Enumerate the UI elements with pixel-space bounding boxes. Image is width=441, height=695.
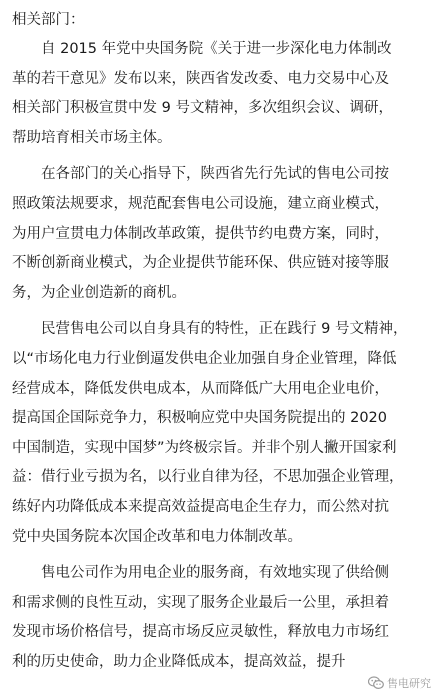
paragraph-line: 提高国企国际竞争力，积极响应党中央国务院提出的 2020 — [12, 410, 388, 427]
paragraph-line: 帮助培育相关市场主体。 — [12, 129, 172, 146]
paragraph-line: 相关部门积极宣贯中发 9 号文精神，多次组织会议、调研， — [12, 100, 393, 117]
paragraph-line: 民营售电公司以自身具有的特性，正在践行 9 号文精神， — [41, 321, 408, 338]
paragraph-line: 售电公司作为用电企业的服务商，有效地实现了供给侧 — [41, 565, 389, 582]
paragraph-line: 经营成本，降低发供电成本，从而降低广大用电企业电价， — [12, 380, 389, 397]
paragraph-line: 不断创新商业模式，为企业提供节能环保、供应链对接等服 — [12, 255, 389, 272]
paragraph-4 — [12, 559, 433, 677]
paragraph-line: 练好内功降低成本来提高效益提高电企生存力，而公然对抗 — [12, 498, 389, 515]
paragraph-line: 务，为企业创造新的商机。 — [12, 284, 186, 301]
paragraph-line: 在各部门的关心指导下，陕西省先行先试的售电公司按 — [41, 166, 389, 183]
paragraph-line: 中国制造，实现中国梦”为终极宗旨。并非个别人撇开国家利 — [12, 439, 397, 456]
paragraph-line: 为用户宣贯电力体制改革政策，提供节约电费方案，同时， — [12, 225, 389, 242]
paragraph-1 — [12, 35, 433, 153]
paragraph-line: 和需求侧的良性互动，实现了服务企业最后一公里，承担着 — [12, 594, 389, 611]
paragraph-line: 自 2015 年党中央国务院《关于进一步深化电力体制改 — [41, 41, 392, 57]
paragraph-2 — [12, 160, 433, 308]
paragraph-line: 以“市场化电力行业倒逼发供电企业加强自身企业管理，降低 — [12, 350, 397, 367]
watermark-text: 售电研究 — [387, 677, 431, 690]
paragraph-line: 发现市场价格信号，提高市场反应灵敏性，释放电力市场红 — [12, 624, 389, 641]
wechat-icon — [368, 676, 384, 690]
paragraph-line: 利的历史使命，助力企业降低成本，提高效益，提升 — [12, 653, 346, 670]
paragraph-line: 照政策法规要求，规范配套售电公司设施，建立商业模式， — [12, 195, 389, 212]
paragraph-line: 革的若干意见》发布以来，陕西省发改委、电力交易中心及 — [12, 70, 389, 87]
paragraph-line: 党中央国务院本次国企改革和电力体制改革。 — [12, 528, 302, 545]
paragraph-line: 益：借行业亏损为名，以行业自律为径，不思加强企业管理， — [12, 469, 404, 486]
paragraph-3 — [12, 315, 433, 552]
salutation: 相关部门： — [12, 12, 85, 28]
watermark — [368, 675, 431, 691]
